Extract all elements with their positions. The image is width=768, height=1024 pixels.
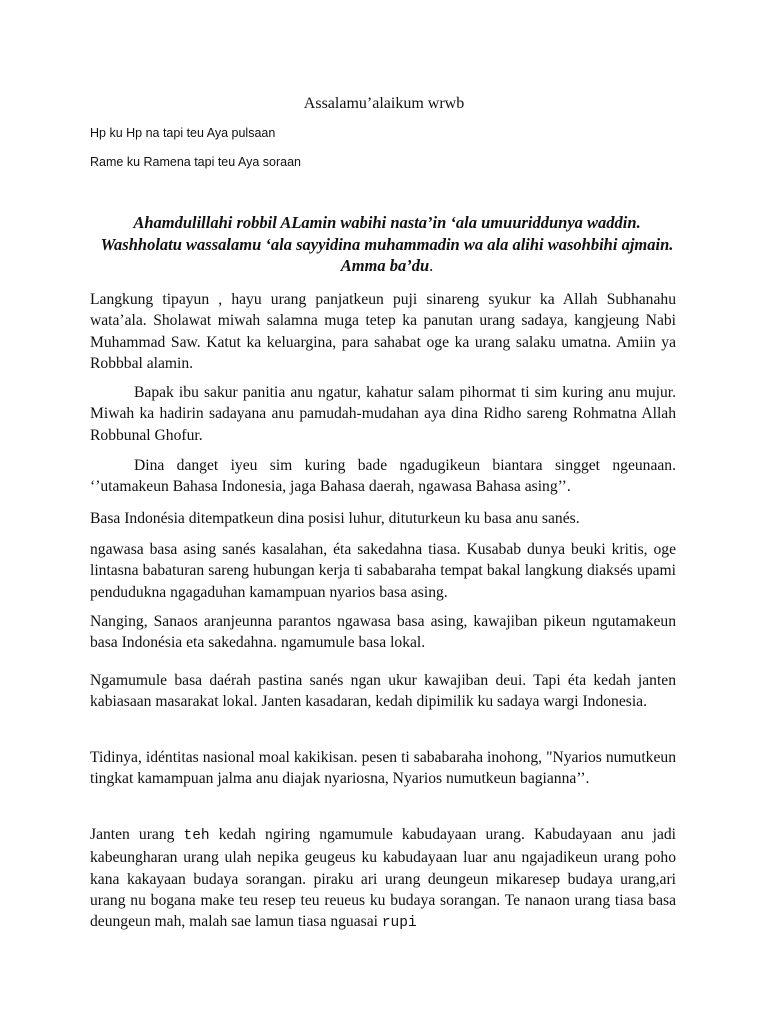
opening-prayer xyxy=(96,212,678,277)
paragraph-7: Ngamumule basa daérah pastina sanés ngan ukur kawajiban deui. Tapi éta kedah janten kabiasaan masarakat lokal. Janten kasadaran, kedah dipimilik ku sadaya wargi Indonesia. xyxy=(90,672,676,711)
paragraph-3: Dina danget iyeu sim kuring bade ngadugikeun biantara singget ngeunaan. ‘’utamakeun Bahasa Indonesia, jaga Bahasa daerah, ngawasa Bahasa asing’’. xyxy=(90,457,676,496)
paragraph-9-part-1: Janten urang xyxy=(90,826,184,843)
paragraph-8: Tidinya, idéntitas nasional moal kakikisan. pesen ti sababaraha inohong, "Nyarios numutkeun tingkat kamampuan jalma anu diajak nyariosna, Nyarios numutkeun bagianna’’. xyxy=(90,749,676,788)
paragraph-9-mono-1: teh xyxy=(183,828,210,844)
paragraph-1: Langkung tipayun , hayu urang panjatkeun puji sinareng syukur ka Allah Subhanahu wata’ala. Sholawat miwah salamna muga tetep ka panutan urang sadaya, kangjeung Nabi Muhammad Saw. Katut ka keluargina, para sahabat oge ka urang salaku umatna. Amiin ya Robbbal alamin. xyxy=(90,291,676,372)
paragraph-5: ngawasa basa asing sanés kasalahan, éta sakedahna tiasa. Kusabab dunya beuki kritis, oge lintasna babaturan sareng hubungan kerja ti sababaraha tempat bakal langkung diaksés upami pendudukna ngagaduhan kamampuan nyarios basa asing. xyxy=(90,541,676,601)
pantun-line-2: Rame ku Ramena tapi teu Aya soraan xyxy=(90,155,302,169)
paragraph-4: Basa Indonésia ditempatkeun dina posisi luhur, dituturkeun ku basa anu sanés. xyxy=(90,510,580,527)
opening-prayer-text: Ahamdulillahi robbil ALamin wabihi nasta’in ‘ala umuuriddunya waddin. Washholatu wassalamu ‘ala sayyidina muhammadin wa ala alihi wasohbihi ajmain. Amma ba’du xyxy=(100,213,674,275)
opening-prayer-period: . xyxy=(429,256,434,275)
paragraph-6: Nanging, Sanaos aranjeunna parantos ngawasa basa asing, kawajiban pikeun ngutamakeun basa Indonésia eta sakedahna. ngamumule basa lokal. xyxy=(90,613,676,652)
paragraph-9-mono-2: rupi xyxy=(381,915,417,932)
pantun-line-1: Hp ku Hp na tapi teu Aya pulsaan xyxy=(90,126,276,140)
paragraph-9 xyxy=(90,824,676,934)
paragraph-9-part-2: kedah ngiring ngamumule kabudayaan urang. Kabudayaan anu jadi kabeungharan urang ulah nepika geugeus ku kabudayaan luar anu ngajadikeun urang poho kana kakayaan budaya sorangan. piraku ari urang deungeun mikaresep budaya urang,ari urang nu bogana make teu resep teu reueus ku budaya sorangan. Te nanaon urang tiasa basa deungeun mah, malah sae lamun tiasa nguasai xyxy=(90,826,676,931)
greeting-title: Assalamu’alaikum wrwb xyxy=(303,95,465,112)
paragraph-2: Bapak ibu sakur panitia anu ngatur, kahatur salam pihormat ti sim kuring anu mujur. Miwah ka hadirin sadayana anu pamudah-mudahan aya dina Ridho sareng Rohmatna Allah Robbunal Ghofur. xyxy=(90,384,676,444)
